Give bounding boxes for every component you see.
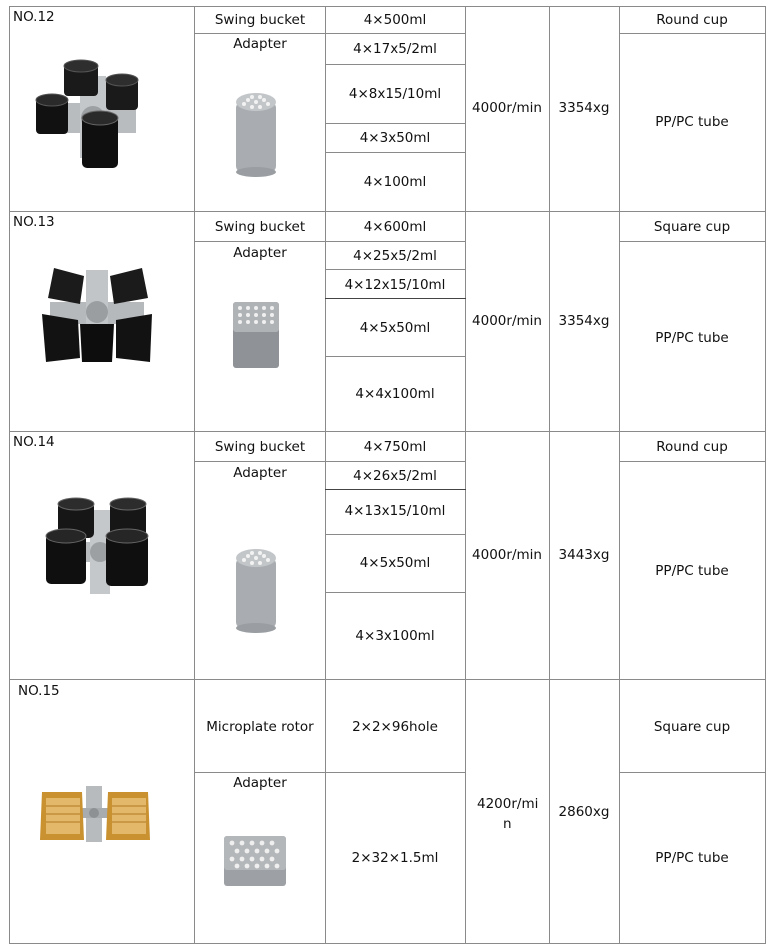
round-adapter-image: [232, 548, 280, 634]
subrow-divider: [194, 241, 466, 242]
rotor-capacity: 4×600ml: [363, 219, 427, 235]
column-divider: [619, 6, 620, 944]
adapter-capacity: 4×3x50ml: [359, 130, 431, 146]
adapter-label: Adapter: [233, 36, 287, 52]
column-divider: [549, 6, 550, 944]
capacity-divider: [325, 592, 466, 593]
capacity-divider: [325, 64, 466, 65]
subrow-divider: [619, 772, 766, 773]
adapter-capacity: 4×25x5/2ml: [353, 248, 437, 264]
rotor-type-label: Swing bucket: [214, 12, 306, 28]
model-number: NO.12: [13, 9, 55, 25]
cup-type: Round cup: [656, 12, 728, 28]
max-speed: 4000r/min: [472, 100, 542, 116]
max-rcf: 3443xg: [558, 547, 610, 563]
table-border-left: [9, 6, 10, 944]
column-divider: [194, 6, 195, 944]
adapter-capacity: 4×8x15/10ml: [348, 86, 442, 102]
max-speed-continued: n: [503, 816, 512, 832]
adapter-capacity: 4×17x5/2ml: [353, 41, 437, 57]
capacity-divider: [325, 489, 466, 490]
adapter-capacity: 4×100ml: [363, 174, 427, 190]
swing-bucket-rotor-round-image: [30, 58, 156, 178]
swing-bucket-rotor-square-image: [34, 262, 160, 368]
subrow-divider: [619, 461, 766, 462]
rotor-type-label: Swing bucket: [214, 219, 306, 235]
adapter-label: Adapter: [233, 465, 287, 481]
model-number: NO.14: [13, 434, 55, 450]
capacity-divider: [325, 123, 466, 124]
rotor-type-label: Swing bucket: [214, 439, 306, 455]
round-adapter-image: [232, 92, 280, 178]
max-speed: 4000r/min: [472, 313, 542, 329]
microtube-adapter-image: [222, 832, 288, 890]
subrow-divider: [619, 241, 766, 242]
subrow-divider: [194, 772, 466, 773]
adapter-capacity: 4×5x50ml: [359, 555, 431, 571]
capacity-divider: [325, 269, 466, 270]
rotor-capacity: 4×500ml: [363, 12, 427, 28]
row-divider: [9, 211, 766, 212]
cup-type: Round cup: [656, 439, 728, 455]
rotor-capacity: 2×2×96hole: [352, 719, 438, 735]
model-number: NO.13: [13, 214, 55, 230]
swing-bucket-rotor-round-image: [40, 496, 160, 604]
table-border-top: [9, 6, 766, 7]
square-adapter-image: [230, 298, 282, 372]
row-divider: [9, 679, 766, 680]
adapter-capacity: 2×32×1.5ml: [351, 850, 439, 866]
adapter-capacity: 4×5x50ml: [359, 320, 431, 336]
tube-type: PP/PC tube: [655, 563, 729, 579]
cup-type: Square cup: [653, 719, 731, 735]
capacity-divider: [325, 298, 466, 299]
adapter-label: Adapter: [233, 775, 287, 791]
capacity-divider: [325, 152, 466, 153]
max-speed: 4200r/mi: [477, 796, 539, 812]
adapter-capacity: 4×4x100ml: [355, 386, 435, 402]
tube-type: PP/PC tube: [655, 114, 729, 130]
max-rcf: 3354xg: [558, 313, 610, 329]
microplate-rotor-image: [36, 782, 154, 848]
capacity-divider: [325, 534, 466, 535]
tube-type: PP/PC tube: [655, 330, 729, 346]
rotor-type-label: Microplate rotor: [206, 719, 314, 735]
adapter-capacity: 4×3x100ml: [355, 628, 435, 644]
adapter-capacity: 4×26x5/2ml: [353, 468, 437, 484]
subrow-divider: [194, 33, 466, 34]
row-divider: [9, 431, 766, 432]
table-border-right: [765, 6, 766, 944]
adapter-capacity: 4×12x15/10ml: [344, 277, 446, 293]
table-border-bottom: [9, 943, 766, 944]
column-divider: [465, 6, 466, 944]
rotor-capacity: 4×750ml: [363, 439, 427, 455]
tube-type: PP/PC tube: [655, 850, 729, 866]
subrow-divider: [619, 33, 766, 34]
adapter-capacity: 4×13x15/10ml: [344, 503, 446, 519]
subrow-divider: [194, 461, 466, 462]
max-rcf: 2860xg: [558, 804, 610, 820]
cup-type: Square cup: [653, 219, 731, 235]
adapter-label: Adapter: [233, 245, 287, 261]
column-divider: [325, 6, 326, 944]
capacity-divider: [325, 356, 466, 357]
max-speed: 4000r/min: [472, 547, 542, 563]
max-rcf: 3354xg: [558, 100, 610, 116]
model-number: NO.15: [18, 683, 60, 699]
